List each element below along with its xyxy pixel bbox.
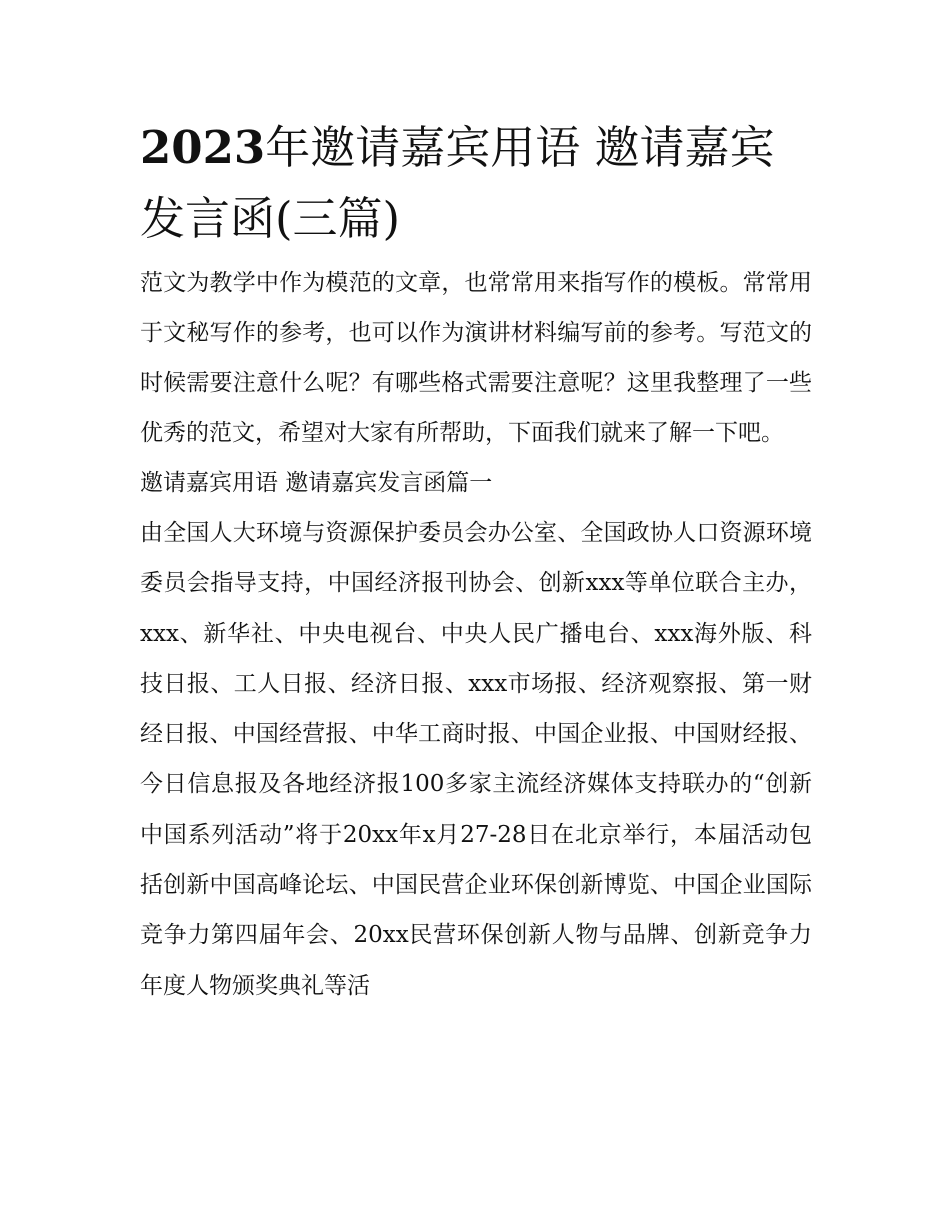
body-paragraph: 由全国人大环境与资源保护委员会办公室、全国政协人口资源环境委员会指导支持，中国经济报刊协会、创新xxx等单位联合主办，xxx、新华社、中央电视台、中央人民广播电台、xxx海外版、科技日报、工人日报、经济日报、xxx市场报、经济观察报、第一财经日报、中国经营报、中华工商时报、中国企业报、中国财经报、今日信息报及各地经济报100多家主流经济媒体支持联办的“创新中国系列活动”将于20xx年x月27-28日在北京举行，本届活动包括创新中国高峰论坛、中国民营企业环保创新博览、中国企业国际竞争力第四届年会、20xx民营环保创新人物与品牌、创新竞争力年度人物颁奖典礼等活 bbox=[140, 520, 812, 999]
title-text: 年邀请嘉宾用语 邀请嘉宾发言函(三篇) bbox=[140, 121, 775, 245]
document-title bbox=[140, 112, 812, 254]
section-heading: 邀请嘉宾用语 邀请嘉宾发言函篇一 bbox=[140, 470, 493, 496]
document-content bbox=[140, 112, 812, 1011]
title-year: 2023 bbox=[140, 121, 266, 174]
intro-paragraph: 范文为教学中作为模范的文章，也常常用来指写作的模板。常常用于文秘写作的参考，也可以作为演讲材料编写前的参考。写范文的时候需要注意什么呢？有哪些格式需要注意呢？这里我整理了一些优秀的范文，希望对大家有所帮助，下面我们就来了解一下吧。 bbox=[140, 270, 812, 446]
